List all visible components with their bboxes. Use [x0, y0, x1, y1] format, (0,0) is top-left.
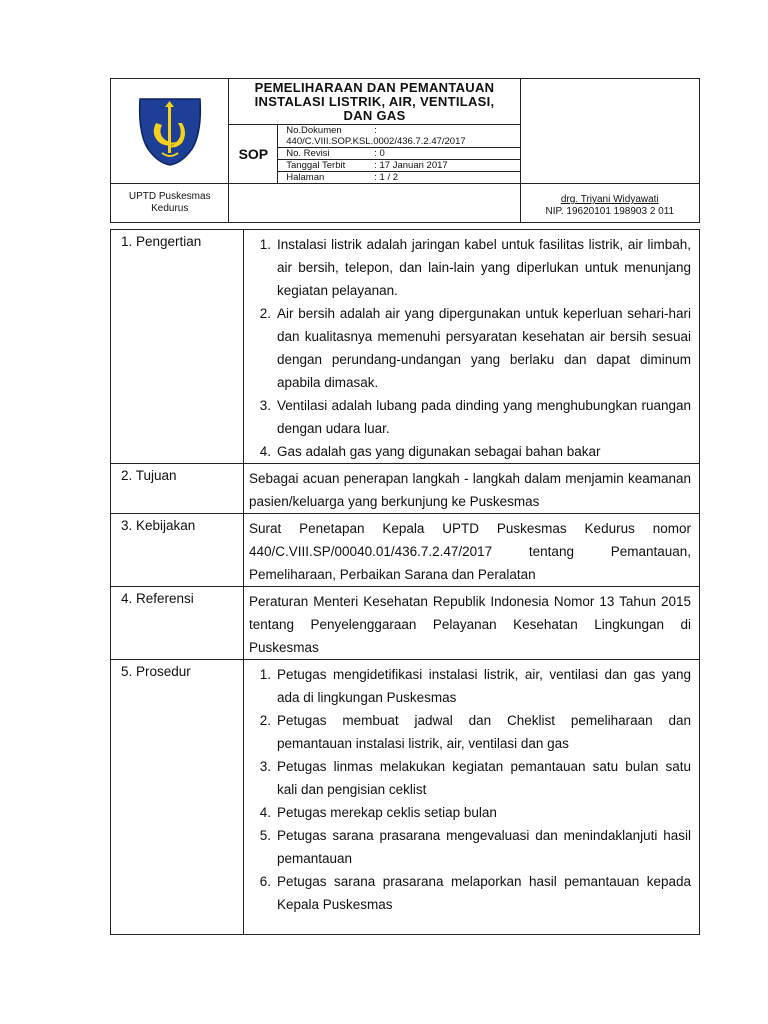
- list-item: 1. Instalasi listrik adalah jaringan kabel untuk fasilitas listrik, air limbah, air bersih, telepon, dan lain-lain yang diperlukan untuk menunjang kegiatan pelayanan.: [259, 237, 691, 298]
- document-metadata: [278, 125, 520, 184]
- document-title: PEMELIHARAAN DAN PEMANTAUAN INSTALASI LISTRIK, AIR, VENTILASI, DAN GAS: [229, 79, 520, 125]
- section-label-kebijakan: 3. Kebijakan: [111, 514, 244, 587]
- section-content-tujuan: Sebagai acuan penerapan langkah - langkah dalam menjamin keamanan pasien/keluarga yang berkunjung ke Puskesmas: [244, 464, 700, 514]
- section-label-referensi: 4. Referensi: [111, 587, 244, 660]
- list-item: 5. Petugas sarana prasarana mengevaluasi dan menindaklanjuti hasil pemantauan: [259, 828, 691, 866]
- list-item: 4. Petugas merekap ceklis setiap bulan: [259, 805, 497, 820]
- signature-cell: [520, 184, 699, 223]
- empty-cell: [229, 184, 520, 223]
- section-content-kebijakan: Surat Penetapan Kepala UPTD Puskesmas Kedurus nomor 440/C.VIII.SP/00040.01/436.7.2.47/2017 tentang Pemantauan, Pemeliharaan, Perbaikan Sarana dan Peralatan: [244, 514, 700, 587]
- no-revisi-value: : 0: [374, 148, 385, 159]
- no-dokumen-sep: :: [374, 125, 377, 136]
- section-content-pengertian: [244, 230, 700, 464]
- list-item: 3. Ventilasi adalah lubang pada dinding yang menghubungkan ruangan dengan udara luar.: [259, 398, 691, 436]
- sop-header-table: [110, 78, 700, 223]
- no-revisi-label: No. Revisi: [286, 148, 330, 159]
- table-row: [111, 464, 700, 514]
- tanggal-terbit-label: Tanggal Terbit: [286, 160, 346, 171]
- signer-name: drg. Triyani Widyawati: [560, 194, 659, 205]
- no-dokumen-value: 440/C.VIII.SOP.KSL.0002/436.7.2.47/2017: [286, 136, 466, 147]
- list-item: 1. Petugas mengidetifikasi instalasi listrik, air, ventilasi dan gas yang ada di lingkungan Puskesmas: [259, 667, 691, 705]
- list-item: 6. Petugas sarana prasarana melaporkan hasil pemantauan kepada Kepala Puskesmas: [259, 874, 691, 912]
- prosedur-list: [249, 663, 691, 916]
- list-item: 3. Petugas linmas melakukan kegiatan pemantauan satu bulan satu kali dan pengisian ceklist: [259, 759, 691, 797]
- sop-label: SOP: [229, 125, 278, 184]
- signer-nip: NIP. 19620101 198903 2 011: [545, 206, 675, 217]
- table-row: [111, 587, 700, 660]
- section-label-tujuan: 2. Tujuan: [111, 464, 244, 514]
- unit-name-line1: UPTD Puskesmas: [128, 191, 211, 202]
- halaman-value: : 1 / 2: [374, 172, 399, 183]
- table-row: [111, 230, 700, 464]
- halaman-label: Halaman: [286, 172, 325, 183]
- section-label-prosedur: 5. Prosedur: [111, 660, 244, 935]
- surabaya-emblem-icon: [132, 93, 208, 169]
- no-dokumen-label: No.Dokumen: [286, 125, 342, 136]
- table-row: [111, 514, 700, 587]
- section-label-pengertian: 1. Pengertian: [111, 230, 244, 464]
- section-content-referensi: Peraturan Menteri Kesehatan Republik Indonesia Nomor 13 Tahun 2015 tentang Penyelenggaraan Pelayanan Kesehatan Lingkungan di Puskesmas: [244, 587, 700, 660]
- unit-name-line2: Kedurus: [151, 203, 189, 214]
- pengertian-list: [249, 233, 691, 463]
- unit-cell: [111, 184, 229, 223]
- list-item: 2. Air bersih adalah air yang dipergunakan untuk keperluan sehari-hari dan kualitasnya memenuhi persyaratan kesehatan air bersih sesuai dengan perundang-undangan yang berlaku dan dapat diminum apabila dimasak.: [259, 306, 691, 390]
- list-item: 4. Gas adalah gas yang digunakan sebagai bahan bakar: [259, 444, 601, 459]
- blank-cell: [520, 79, 699, 184]
- tanggal-terbit-value: : 17 Januari 2017: [374, 160, 448, 171]
- logo-cell: [111, 79, 229, 184]
- table-row: [111, 660, 700, 935]
- section-content-prosedur: [244, 660, 700, 935]
- sop-body-table: [110, 229, 700, 935]
- list-item: 2. Petugas membuat jadwal dan Cheklist pemeliharaan dan pemantauan instalasi listrik, air, ventilasi dan gas: [259, 713, 691, 751]
